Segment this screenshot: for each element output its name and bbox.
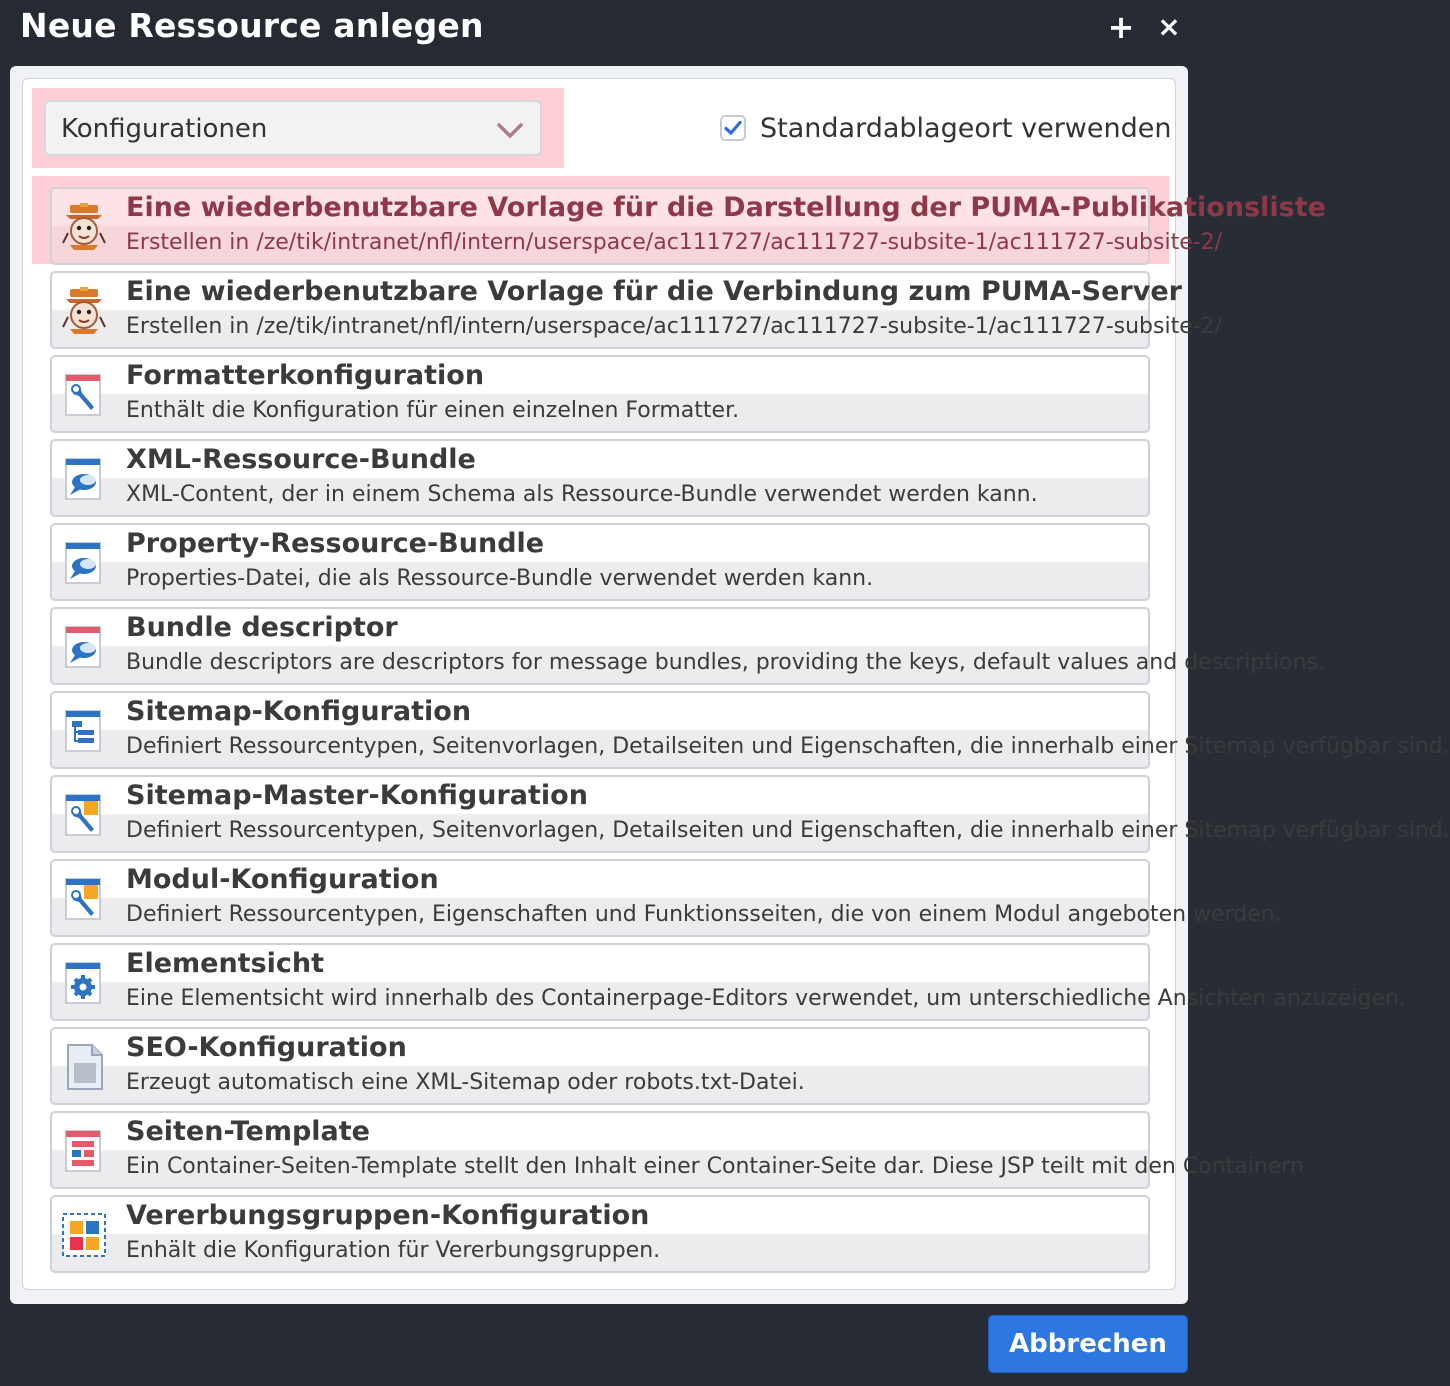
resource-type-item[interactable] xyxy=(50,271,1223,349)
resource-type-item[interactable] xyxy=(50,1195,1150,1273)
resource-type-item[interactable] xyxy=(50,859,1282,937)
puma-icon xyxy=(60,287,108,335)
resource-type-item[interactable] xyxy=(50,775,1450,853)
item-description: Enhält die Konfiguration für Vererbungsgruppen. xyxy=(126,1238,661,1263)
wrench-plus-icon xyxy=(60,791,108,839)
item-title: Property-Ressource-Bundle xyxy=(126,528,545,559)
item-description: Definiert Ressourcentypen, Seitenvorlagen, Detailseiten und Eigenschaften, die innerhalb einer Sitemap verfügbar sind. xyxy=(126,818,1450,843)
wrench-plus-icon xyxy=(60,875,108,923)
item-title: Bundle descriptor xyxy=(126,612,398,643)
item-title: Modul-Konfiguration xyxy=(126,864,439,895)
chevron-down-icon xyxy=(496,116,524,144)
default-location-label[interactable]: Standardablageort verwenden xyxy=(760,113,1172,144)
item-description: Erzeugt automatisch eine XML-Sitemap oder robots.txt-Datei. xyxy=(126,1070,805,1095)
item-title: Seiten-Template xyxy=(126,1116,370,1147)
dialog-body xyxy=(10,66,1450,1304)
speech-bubbles-icon xyxy=(60,539,108,587)
resource-type-item[interactable] xyxy=(50,187,1326,265)
item-description: Erstellen in /ze/tik/intranet/nfl/intern/userspace/ac111727/ac111727-subsite-1/ac111727-subsite-2/ xyxy=(126,314,1223,339)
inheritance-group-icon xyxy=(60,1211,108,1259)
puma-icon xyxy=(60,203,108,251)
item-description: XML-Content, der in einem Schema als Ressource-Bundle verwendet werden kann. xyxy=(126,482,1038,507)
item-title: Sitemap-Konfiguration xyxy=(126,696,472,727)
wrench-icon xyxy=(60,371,108,419)
maximize-plus-button[interactable]: + xyxy=(1107,8,1135,46)
item-title: Vererbungsgruppen-Konfiguration xyxy=(126,1200,650,1231)
resource-type-item[interactable] xyxy=(50,439,1150,517)
dialog-content xyxy=(22,78,1450,1290)
item-title: Formatterkonfiguration xyxy=(126,360,485,391)
default-location-checkbox[interactable] xyxy=(720,115,746,141)
item-description: Definiert Ressourcentypen, Eigenschaften und Funktionsseiten, die von einem Modul angeboten werden. xyxy=(126,902,1282,927)
dialog-titlebar xyxy=(0,0,1198,58)
resource-type-item[interactable] xyxy=(50,691,1450,769)
select-value: Konfigurationen xyxy=(61,114,268,144)
resource-type-item[interactable] xyxy=(50,607,1325,685)
close-button[interactable]: × xyxy=(1157,10,1181,43)
item-title: Eine wiederbenutzbare Vorlage für die Verbindung zum PUMA-Server xyxy=(126,276,1182,307)
checkmark-icon xyxy=(722,117,744,139)
cancel-button[interactable]: Abbrechen xyxy=(988,1315,1188,1373)
speech-bubbles-icon xyxy=(60,455,108,503)
item-title: Elementsicht xyxy=(126,948,325,979)
item-title: Sitemap-Master-Konfiguration xyxy=(126,780,588,811)
resource-type-item[interactable] xyxy=(50,523,1150,601)
item-description: Eine Elementsicht wird innerhalb des Containerpage-Editors verwendet, um unterschiedliche Ansichten anzuzeigen. xyxy=(126,986,1406,1011)
page-template-icon xyxy=(60,1127,108,1175)
document-icon xyxy=(60,1043,108,1091)
dialog-title: Neue Ressource anlegen xyxy=(20,6,484,45)
resource-type-item[interactable] xyxy=(50,1027,1150,1105)
item-title: Eine wiederbenutzbare Vorlage für die Darstellung der PUMA-Publikationsliste xyxy=(126,192,1326,223)
item-description: Properties-Datei, die als Ressource-Bundle verwendet werden kann. xyxy=(126,566,874,591)
resource-type-item[interactable] xyxy=(50,943,1406,1021)
type-filter-select[interactable] xyxy=(44,100,542,156)
resource-type-item[interactable] xyxy=(50,1111,1304,1189)
resource-type-list[interactable] xyxy=(44,179,1450,1269)
sitemap-icon xyxy=(60,707,108,755)
item-description: Definiert Ressourcentypen, Seitenvorlagen, Detailseiten und Eigenschaften, die innerhalb einer Sitemap verfügbar sind. xyxy=(126,734,1450,759)
item-title: XML-Ressource-Bundle xyxy=(126,444,476,475)
item-description: Bundle descriptors are descriptors for message bundles, providing the keys, default values and descriptions. xyxy=(126,650,1325,675)
speech-bubbles-red-icon xyxy=(60,623,108,671)
item-description: Erstellen in /ze/tik/intranet/nfl/intern/userspace/ac111727/ac111727-subsite-1/ac111727-subsite-2/ xyxy=(126,230,1223,255)
item-title: SEO-Konfiguration xyxy=(126,1032,407,1063)
gear-icon xyxy=(60,959,108,1007)
resource-type-item[interactable] xyxy=(50,355,1150,433)
item-description: Enthält die Konfiguration für einen einzelnen Formatter. xyxy=(126,398,740,423)
item-description: Ein Container-Seiten-Template stellt den Inhalt einer Container-Seite dar. Diese JSP teilt mit den Containern xyxy=(126,1154,1304,1179)
